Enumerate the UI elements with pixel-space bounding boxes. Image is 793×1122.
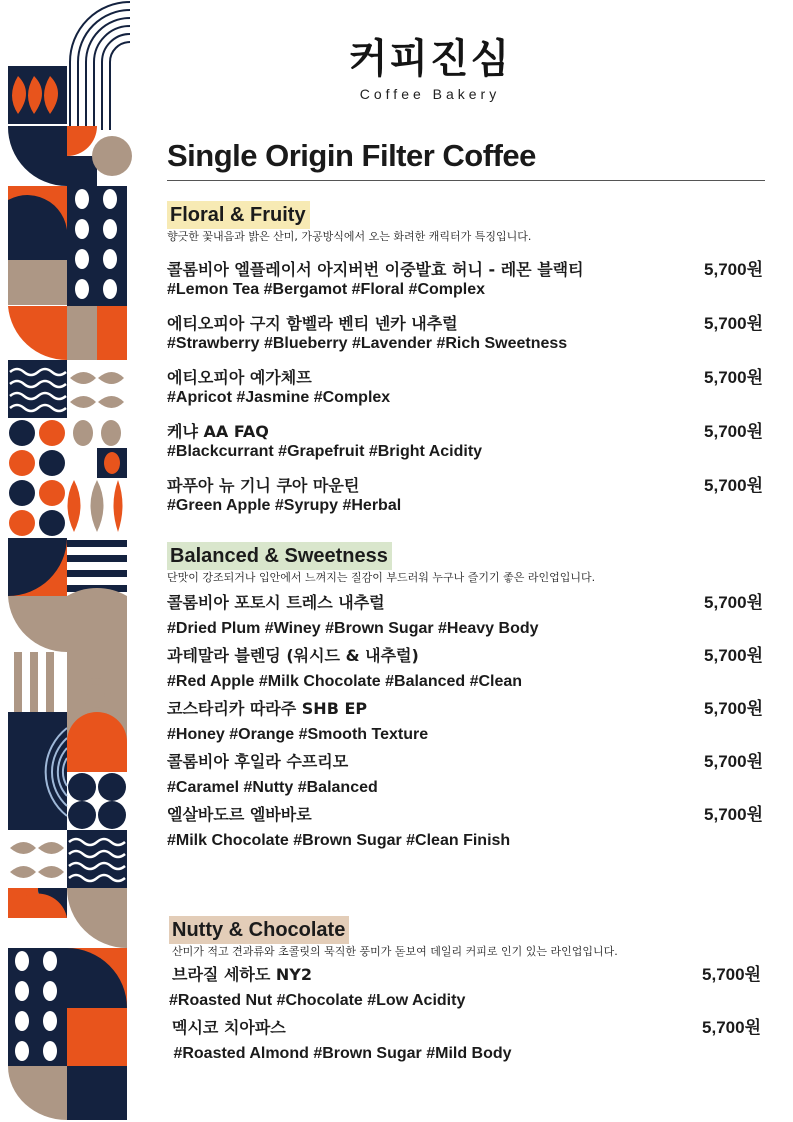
item-tags: #Blackcurrant #Grapefruit #Bright Acidity (167, 443, 483, 460)
item-price: 5,700원 (704, 368, 763, 387)
item-price: 5,700원 (702, 965, 761, 984)
section-floral-fruity (167, 201, 767, 516)
decorative-pattern (0, 0, 140, 1122)
item-tags: #Milk Chocolate #Brown Sugar #Clean Finish (167, 832, 511, 849)
menu-item (167, 476, 767, 516)
section-description: 향긋한 꽃내음과 밝은 산미, 가공방식에서 오는 화려한 캐릭터가 특징입니다. (167, 230, 532, 243)
section-balanced-sweetness (167, 542, 767, 851)
item-tags: #Honey #Orange #Smooth Texture (167, 726, 429, 743)
item-price: 5,700원 (704, 593, 763, 612)
item-name: 엘살바도르 엘바바로 (167, 805, 312, 824)
menu-item (167, 805, 767, 851)
item-tags: #Apricot #Jasmine #Complex (167, 389, 391, 406)
item-name: 콜롬비아 엘플레이서 아지버번 이중발효 허니 - 레몬 블랙티 (167, 260, 584, 279)
menu-item (167, 314, 767, 354)
item-name: 코스타리카 따라주 SHB EP (167, 699, 368, 718)
item-price: 5,700원 (704, 476, 763, 495)
section-title: Nutty & Chocolate (169, 916, 349, 944)
menu-item (169, 1018, 765, 1064)
item-tags: #Red Apple #Milk Chocolate #Balanced #Clean (167, 673, 523, 690)
section-description: 단맛이 강조되거나 입안에서 느껴지는 질감이 부드러워 누구나 즐기기 좋은 라인업입니다. (167, 571, 596, 584)
item-price: 5,700원 (704, 422, 763, 441)
menu-item (167, 422, 767, 462)
item-name: 콜롬비아 포토시 트레스 내추럴 (167, 593, 385, 612)
menu-item (167, 368, 767, 408)
item-tags: #Caramel #Nutty #Balanced (167, 779, 378, 796)
item-tags: #Roasted Nut #Chocolate #Low Acidity (169, 992, 466, 1009)
brand-name: 커피진심 (348, 36, 512, 82)
item-tags: #Roasted Almond #Brown Sugar #Mild Body (169, 1045, 512, 1062)
menu-item (169, 965, 765, 1011)
item-price: 5,700원 (704, 699, 763, 718)
item-name: 에티오피아 예가체프 (167, 368, 312, 387)
item-name: 에티오피아 구지 함벨라 벤티 넨카 내추럴 (167, 314, 458, 333)
item-name: 콜롬비아 후일라 수프리모 (167, 752, 349, 771)
item-name: 케냐 AA FAQ (167, 422, 269, 441)
item-name: 멕시코 치아파스 (172, 1018, 286, 1037)
menu-item (167, 260, 767, 300)
item-price: 5,700원 (702, 1018, 761, 1037)
item-tags: #Green Apple #Syrupy #Herbal (167, 497, 402, 514)
item-tags: #Strawberry #Blueberry #Lavender #Rich Sweetness (167, 335, 568, 352)
item-name: 브라질 세하도 NY2 (172, 965, 312, 984)
item-tags: #Dried Plum #Winey #Brown Sugar #Heavy Body (167, 620, 539, 637)
page-title: Single Origin Filter Coffee (167, 138, 536, 173)
menu-item (167, 646, 767, 692)
menu-item (167, 593, 767, 639)
item-price: 5,700원 (704, 646, 763, 665)
menu-item (167, 752, 767, 798)
section-nutty-chocolate (169, 916, 765, 1064)
brand-subtitle: Coffee Bakery (359, 86, 501, 102)
item-name: 파푸아 뉴 기니 쿠아 마운틴 (167, 476, 360, 495)
brand (300, 34, 560, 102)
section-description: 산미가 적고 견과류와 초콜릿의 묵직한 풍미가 돋보여 데일리 커피로 인기 있는 라인업입니다. (172, 945, 618, 958)
section-title: Balanced & Sweetness (167, 542, 392, 570)
item-tags: #Lemon Tea #Bergamot #Floral #Complex (167, 281, 486, 298)
item-price: 5,700원 (704, 260, 763, 279)
item-price: 5,700원 (704, 314, 763, 333)
item-price: 5,700원 (704, 752, 763, 771)
item-price: 5,700원 (704, 805, 763, 824)
item-name: 과테말라 블렌딩 (워시드 & 내추럴) (167, 646, 419, 665)
title-divider (167, 180, 765, 181)
section-title: Floral & Fruity (167, 201, 310, 229)
menu-item (167, 699, 767, 745)
